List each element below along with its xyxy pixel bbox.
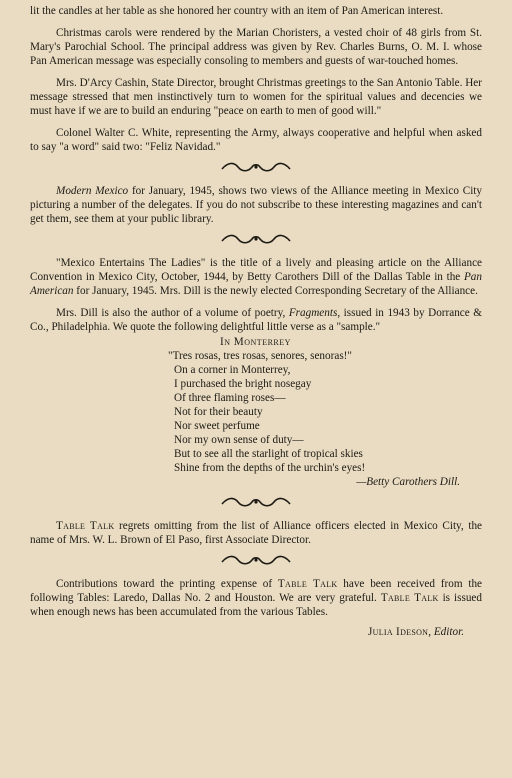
poem-line: I purchased the bright nosegay <box>174 378 312 390</box>
scroll-ornament-icon <box>220 232 292 246</box>
paragraph-white: Colonel Walter C. White, representing the Army, always cooperative and helpful when asked to say "a word" said two: "Feliz Navidad." <box>30 127 482 153</box>
poem <box>168 335 482 475</box>
editor-signature: Julia Ideson, Editor. <box>368 626 464 638</box>
scroll-ornament-icon <box>220 160 292 174</box>
paragraph-fragments: Mrs. Dill is also the author of a volume of poetry, Fragments, issued in 1943 by Dorrance & Co., Philadelphia. We quote the following delightful little verse as a "sample." <box>30 307 482 333</box>
poem-line: Nor sweet perfume <box>174 420 260 432</box>
paragraph-candles: lit the candles at her table as she honored her country with an item of Pan American interest. <box>30 5 444 17</box>
paragraph-cashin: Mrs. D'Arcy Cashin, State Director, brought Christmas greetings to the San Antonio Table. Her message stressed that men instinctively turn to women for the spiritual values and decencies we must have if we are to build an enduring "peace on earth to men of good will." <box>30 77 482 117</box>
paragraph-modern-mexico: Modern Mexico for January, 1945, shows two views of the Alliance meeting in Mexico City picturing a number of the delegates. If you do not subscribe to these interesting magazines and can't get them, see them at your public library. <box>30 185 482 225</box>
paragraph-contributions: Contributions toward the printing expense of Table Talk have been received from the following Tables: Laredo, Dallas No. 2 and Houston. We are very grateful. Table Talk is issued when enough news has been accumulated from the various Tables. <box>30 578 483 618</box>
paragraph-carols: Christmas carols were rendered by the Marian Choristers, a vested choir of 48 girls from St. Mary's Parochial School. The principal address was given by Rev. Charles Burns, O. M. I. whose Pan American message was especially consoling to members and guests of war-touched homes. <box>30 27 482 67</box>
poem-line: Nor my own sense of duty— <box>174 434 304 446</box>
poem-line: Not for their beauty <box>174 406 263 418</box>
poem-title: In Monterrey <box>220 336 291 348</box>
poem-line: "Tres rosas, tres rosas, senores, senoras!" <box>168 350 352 362</box>
poem-line: On a corner in Monterrey, <box>174 364 291 376</box>
magazine-title: Modern Mexico <box>56 185 129 197</box>
poem-line: But to see all the starlight of tropical skies <box>174 448 363 460</box>
paragraph-mexico-entertains: "Mexico Entertains The Ladies" is the title of a lively and pleasing article on the Alliance Convention in Mexico City, October, 1944, by Betty Carothers Dill of the Dallas Table in the Pan American for January, 1945. Mrs. Dill is the newly elected Corresponding Secretary of the Alliance. <box>30 257 482 297</box>
poem-line: Shine from the depths of the urchin's eyes! <box>174 462 366 474</box>
paragraph-regrets: Table Talk regrets omitting from the list of Alliance officers elected in Mexico City, the name of Mrs. W. L. Brown of El Paso, first Associate Director. <box>30 520 483 546</box>
scroll-ornament-icon <box>220 553 292 567</box>
poem-line: Of three flaming roses— <box>174 392 286 404</box>
scroll-ornament-icon <box>220 495 292 509</box>
poem-attribution: —Betty Carothers Dill. <box>356 476 460 488</box>
